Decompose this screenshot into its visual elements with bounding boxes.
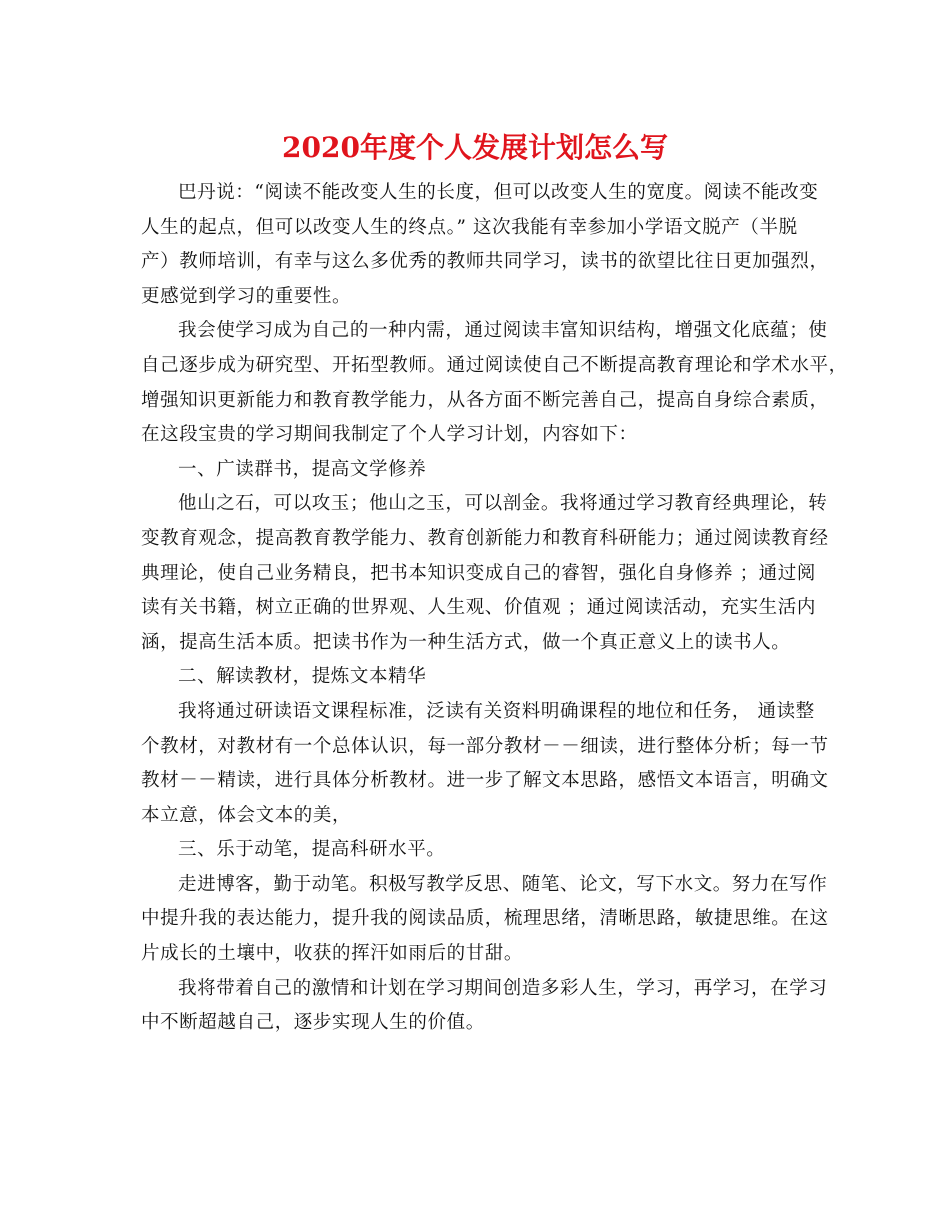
text-line: 自己逐步成为研究型、开拓型教师。通过阅读使自己不断提高教育理论和学术水平，: [141, 354, 848, 376]
text-line: 我将通过研读语文课程标准，泛读有关资料明确课程的地位和任务， 通读整: [178, 700, 815, 722]
paragraph: [141, 972, 828, 1041]
text-line: 人生的起点，但可以改变人生的终点。” 这次我能有幸参加小学语文脱产（半脱: [141, 216, 798, 238]
text-line: 片成长的土壤中，收获的挥汗如雨后的甘甜。: [141, 943, 524, 965]
paragraph: [141, 695, 829, 833]
text-line: 我会使学习成为自己的一种内需，通过阅读丰富知识结构，增强文化底蕴；使: [178, 320, 828, 342]
section-heading: [141, 453, 813, 488]
text-line: 他山之石，可以攻玉；他山之玉，可以剖金。我将通过学习教育经典理论，转: [178, 493, 828, 515]
text-line: 产）教师培训，有幸与这么多优秀的教师共同学习，读书的欲望比往日更加强烈，: [141, 251, 829, 273]
text-line: 二、解读教材，提炼文本精华: [178, 666, 427, 688]
page-title: 2020年度个人发展计划怎么写: [282, 131, 668, 164]
text-line: 涵，提高生活本质。把读书作为一种生活方式，做一个真正意义上的读书人。: [141, 631, 791, 653]
text-line: 一、广读群书，提高文学修养: [178, 458, 427, 480]
text-line: 个教材，对教材有一个总体认识，每一部分教材－－细读，进行整体分析；每一节: [141, 735, 829, 757]
paragraph: [141, 487, 829, 660]
text-line: 本立意，体会文本的美，: [141, 804, 352, 826]
paragraph: [141, 176, 829, 314]
section-heading: [141, 660, 813, 695]
section-heading: [141, 833, 813, 868]
text-line: 巴丹说：“阅读不能改变人生的长度，但可以改变人生的宽度。阅读不能改变: [178, 182, 819, 203]
text-line: 更感觉到学习的重要性。: [141, 285, 352, 307]
text-line: 三、乐于动笔，提高科研水平。: [178, 839, 446, 861]
text-line: 中不断超越自己，逐步实现人生的价值。: [141, 1012, 485, 1034]
paragraph: [141, 868, 829, 972]
text-line: 典理论，使自己业务精良，把书本知识变成自己的睿智，强化自身修养 ；通过阅: [141, 562, 816, 584]
text-line: 读有关书籍，树立正确的世界观、人生观、价值观 ；通过阅读活动，充实生活内: [141, 597, 816, 619]
text-line: 我将带着自己的激情和计划在学习期间创造多彩人生，学习，再学习，在学习: [178, 977, 828, 999]
text-line: 走进博客，勤于动笔。积极写教学反思、随笔、论文，写下水文。努力在写作: [178, 873, 828, 895]
text-line: 在这段宝贵的学习期间我制定了个人学习计划，内容如下：: [141, 424, 638, 446]
text-line: 中提升我的表达能力，提升我的阅读品质，梳理思绪，清晰思路，敏捷思维。在这: [141, 908, 829, 930]
text-line: 变教育观念，提高教育教学能力、教育创新能力和教育科研能力；通过阅读教育经: [141, 527, 829, 549]
text-line: 教材－－精读，进行具体分析教材。进一步了解文本思路，感悟文本语言，明确文: [141, 770, 829, 792]
document-body: [141, 176, 848, 1041]
paragraph: [141, 314, 848, 452]
text-line: 增强知识更新能力和教育教学能力，从各方面不断完善自己，提高自身综合素质，: [141, 389, 829, 411]
